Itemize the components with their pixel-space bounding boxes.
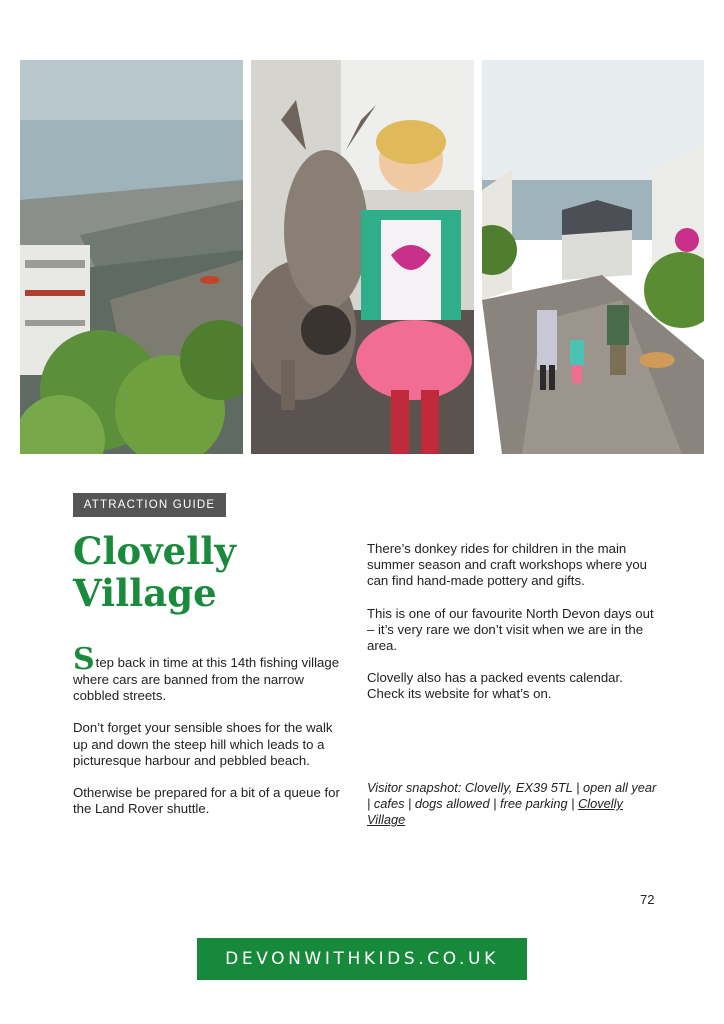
section-tag: ATTRACTION GUIDE [73,493,226,517]
right-column [367,541,657,719]
intro-paragraph [73,642,345,704]
street-photo [482,60,704,454]
drop-cap: S [73,642,95,677]
title-line-2: Village [73,571,217,615]
donkey-rides-paragraph: There’s donkey rides for children in the main summer season and craft workshops where you can find hand-made pottery and gifts. [367,541,647,589]
page-title [73,530,333,614]
shuttle-paragraph: Otherwise be prepared for a bit of a queue for the Land Rover shuttle. [73,785,340,817]
title-line-1: Clovelly [73,529,236,573]
events-paragraph: Clovelly also has a packed events calendar. Check its website for what’s on. [367,670,623,702]
left-column [73,642,345,833]
intro-text: tep back in time at this 14th fishing village where cars are banned from the narrow cobbled streets. [73,655,340,704]
harbour-photo [20,60,243,454]
visitor-snapshot [367,780,657,829]
website-banner[interactable]: DEVONWITHKIDS.CO.UK [197,938,527,980]
clovelly-village-link[interactable]: Clovelly Village [367,796,623,828]
donkey-photo [251,60,474,454]
shoes-paragraph: Don’t forget your sensible shoes for the walk up and down the steep hill which leads to a picturesque harbour and pebbled beach. [73,720,333,768]
favourite-paragraph: This is one of our favourite North Devon days out – it’s very rare we don’t visit when we are in the area. [367,605,654,654]
snapshot-text: Visitor snapshot: Clovelly, EX39 5TL | open all year | cafes | dogs allowed | free parking | [367,780,657,812]
page-number: 72 [640,892,655,907]
